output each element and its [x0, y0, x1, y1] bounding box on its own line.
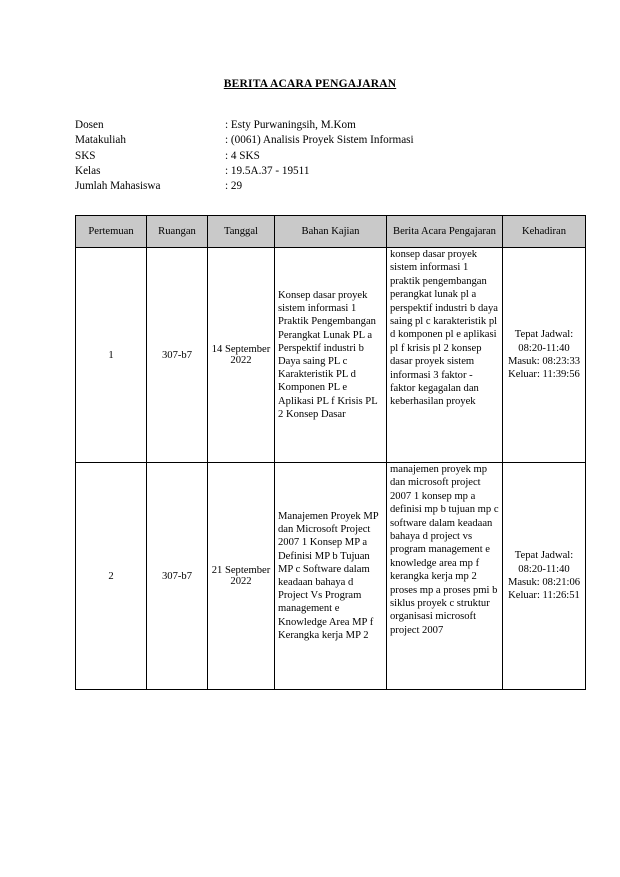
cell-berita-acara: manajemen proyek mp dan microsoft project 2007 1 konsep mp a definisi mp b tujuan mp c software dalam keadaan bahaya d project vs program management e knowledge area mp f kerangka kerja mp 2 proses mp a proses pmi b siklus proyek c struktur organisasi microsoft project 2007: [387, 463, 503, 690]
cell-berita-acara: konsep dasar proyek sistem informasi 1 praktik pengembangan perangkat lunak pl a perspektif industri b daya saing pl c karakteristik pl d komponen pl e aplikasi pl f krisis pl 2 konsep dasar proyek sistem informasi 3 faktor - faktor kegagalan dan keberhasilan proyek: [387, 248, 503, 463]
info-label: Dosen: [75, 119, 104, 131]
table-row: [76, 248, 586, 463]
cell-pertemuan: 2: [76, 463, 147, 690]
info-row-dosen: [75, 118, 414, 133]
cell-kehadiran: Tepat Jadwal: 08:20-11:40 Masuk: 08:21:06 Keluar: 11:26:51: [503, 463, 586, 690]
header-pertemuan: Pertemuan: [76, 216, 147, 248]
header-kehadiran: Kehadiran: [503, 216, 586, 248]
info-row-matakuliah: [75, 133, 414, 148]
info-value: : Esty Purwaningsih, M.Kom: [225, 119, 356, 131]
table-header-row: [76, 216, 586, 248]
cell-bahan-kajian: Manajemen Proyek MP dan Microsoft Project 2007 1 Konsep MP a Definisi MP b Tujuan MP c Software dalam keadaan bahaya d Project Vs Program management e Knowledge Area MP f Kerangka kerja MP 2: [275, 463, 387, 690]
cell-ruangan: 307-b7: [147, 463, 208, 690]
info-label: Matakuliah: [75, 134, 126, 147]
cell-ruangan: 307-b7: [147, 248, 208, 463]
info-label: Jumlah Mahasiswa: [75, 180, 161, 193]
header-tanggal: Tanggal: [208, 216, 275, 248]
info-value: : (0061) Analisis Proyek Sistem Informasi: [225, 134, 414, 147]
header-bahan-kajian: Bahan Kajian: [275, 216, 387, 248]
info-label: SKS: [75, 149, 96, 162]
info-value: : 4 SKS: [225, 149, 260, 162]
info-row-sks: [75, 149, 414, 164]
cell-kehadiran: Tepat Jadwal: 08:20-11:40 Masuk: 08:23:33 Keluar: 11:39:56: [503, 248, 586, 463]
header-ruangan: Ruangan: [147, 216, 208, 248]
info-row-jumlah-mahasiswa: [75, 179, 414, 194]
info-value: : 19.5A.37 - 19511: [225, 164, 310, 177]
cell-pertemuan: 1: [76, 248, 147, 463]
info-row-kelas: [75, 164, 414, 179]
teaching-record-table: [75, 215, 586, 690]
info-value: : 29: [225, 180, 243, 193]
cell-bahan-kajian: Konsep dasar proyek sistem informasi 1 Praktik Pengembangan Perangkat Lunak PL a Perspektif industri b Daya saing PL c Karakteristik PL d Komponen PL e Aplikasi PL f Krisis PL 2 Konsep Dasar: [275, 248, 387, 463]
info-label: Kelas: [75, 164, 101, 177]
cell-tanggal: 14 September 2022: [208, 248, 275, 463]
document-title: BERITA ACARA PENGAJARAN: [223, 78, 397, 90]
table-row: [76, 463, 586, 690]
course-info: [75, 118, 414, 194]
header-berita-acara: Berita Acara Pengajaran: [387, 216, 503, 248]
cell-tanggal: 21 September 2022: [208, 463, 275, 690]
